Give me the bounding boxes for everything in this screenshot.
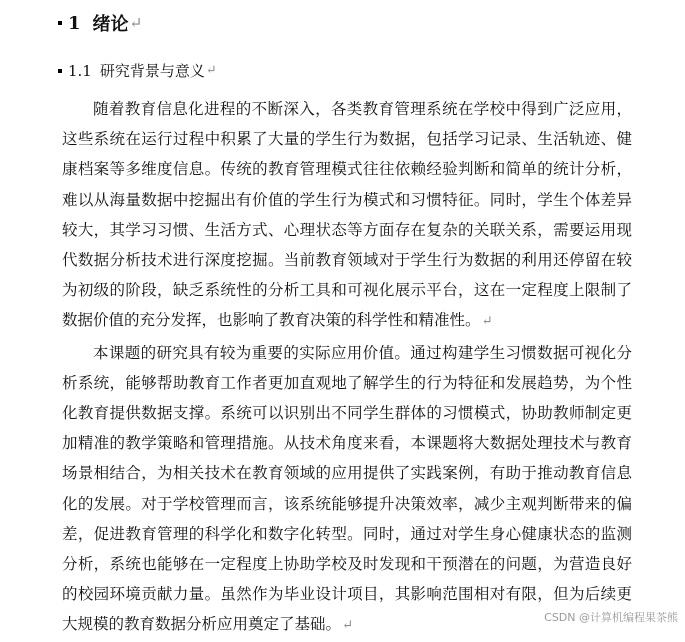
paragraph-background	[62, 94, 632, 338]
paragraph-mark: ↵	[205, 63, 217, 78]
body-text	[62, 94, 632, 642]
paragraph-mark: ↵	[129, 14, 143, 32]
paragraph-text: 随着教育信息化进程的不断深入，各类教育管理系统在学校中得到广泛应用，这些系统在运行过程中积累了大量的学生行为数据，包括学习记录、生活轨迹、健康档案等多维度信息。传统的教育管理模式往往依赖经验判断和简单的统计分析，难以从海量数据中挖掘出有价值的学生行为模式和习惯特征。同时，学生个体差异较大，其学习习惯、生活方式、心理状态等方面存在复杂的关联关系，需要运用现代数据分析技术进行深度挖掘。当前教育领域对于学生行为数据的利用还停留在较为初级的阶段，缺乏系统性的分析工具和可视化展示平台，这在一定程度上限制了数据价值的充分发挥，也影响了教育决策的科学性和精准性。	[62, 100, 632, 330]
paragraph-mark: ↵	[342, 618, 354, 634]
paragraph-mark: ↵	[481, 314, 493, 330]
chapter-heading	[0, 10, 142, 36]
chapter-number: 1	[68, 12, 81, 34]
section-title: 研究背景与意义	[99, 62, 205, 80]
chapter-title: 绪论	[92, 14, 129, 35]
watermark: CSDN @计算机编程果茶熊	[544, 611, 678, 624]
section-heading	[0, 60, 217, 81]
section-number: 1.1	[68, 61, 92, 80]
list-bullet	[58, 69, 62, 73]
paragraph-significance	[62, 338, 632, 642]
list-bullet	[58, 21, 62, 25]
paragraph-text: 本课题的研究具有较为重要的实际应用价值。通过构建学生习惯数据可视化分析系统，能够帮助教育工作者更加直观地了解学生的行为特征和发展趋势，为个性化教育提供数据支撑。系统可以识别出不同学生群体的习惯模式，协助教师制定更加精准的教学策略和管理措施。从技术角度来看，本课题将大数据处理技术与教育场景相结合，为相关技术在教育领域的应用提供了实践案例，有助于推动教育信息化的发展。对于学校管理而言，该系统能够提升决策效率，减少主观判断带来的偏差，促进教育管理的科学化和数字化转型。同时，通过对学生身心健康状态的监测分析，系统也能够在一定程度上协助学校及时发现和干预潜在的问题，为营造良好的校园环境贡献力量。虽然作为毕业设计项目，其影响范围相对有限，但为后续更大规模的教育数据分析应用奠定了基础。	[62, 343, 632, 634]
